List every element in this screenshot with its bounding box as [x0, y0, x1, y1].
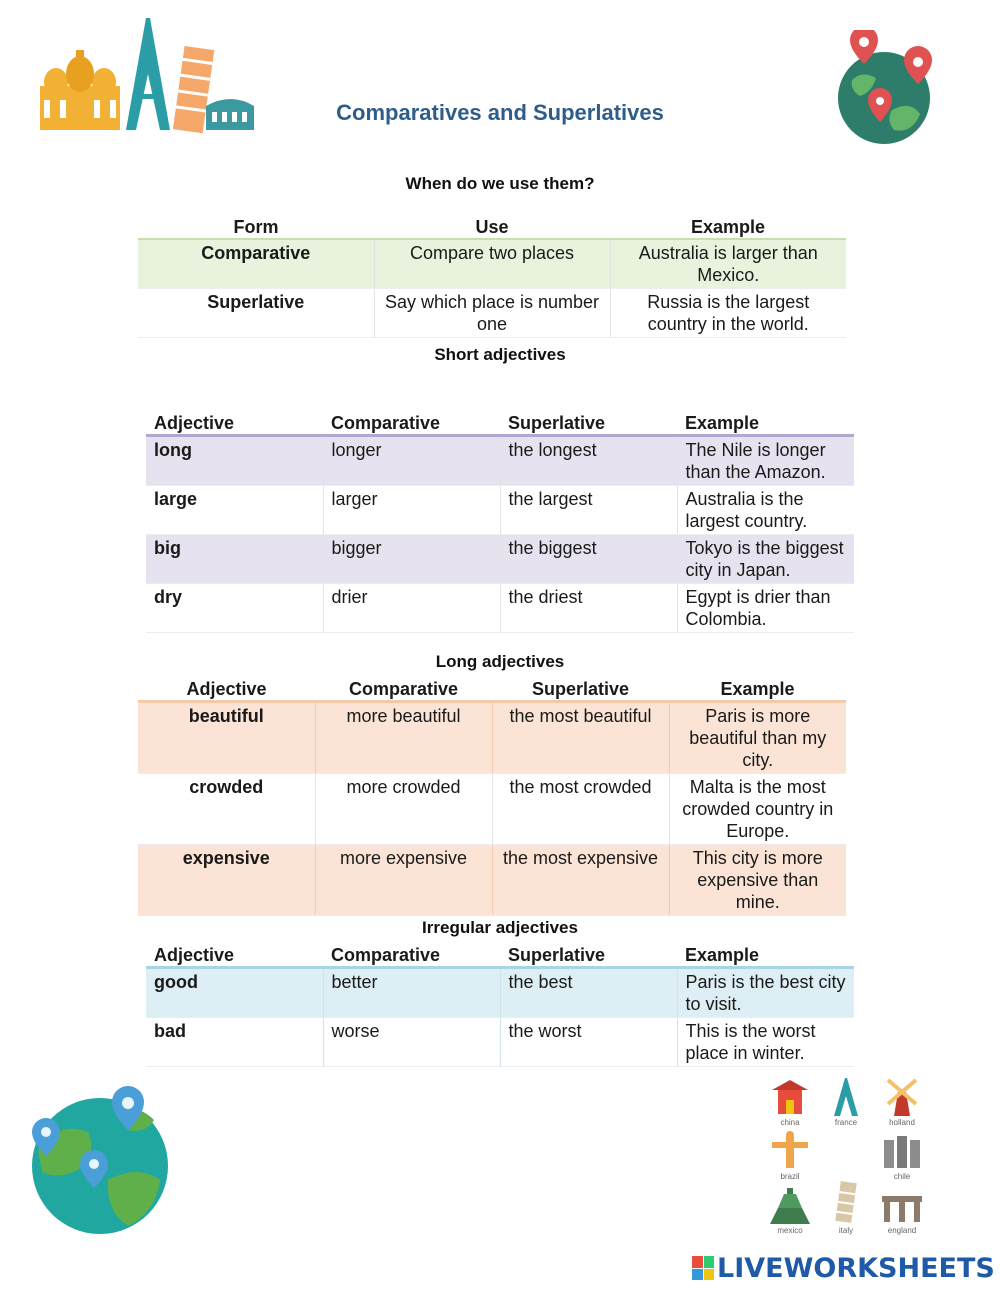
- landmark-label: england: [887, 1226, 917, 1235]
- landmark-label: italy: [838, 1226, 854, 1235]
- adjective-cell: expensive: [138, 845, 315, 916]
- landmark-france-icon: [824, 1076, 868, 1118]
- table-row: [146, 436, 854, 486]
- example-cell: Paris is the best city to visit.: [677, 968, 854, 1018]
- superlative-cell: the most beautiful: [492, 702, 669, 774]
- adjective-cell: long: [146, 436, 323, 486]
- adjective-cell: large: [146, 486, 323, 535]
- superlative-cell: the longest: [500, 436, 677, 486]
- column-header: Comparative: [323, 410, 500, 436]
- landmark-mexico-icon: [768, 1184, 812, 1226]
- section-heading-short: Short adjectives: [434, 345, 566, 364]
- column-header: Comparative: [315, 676, 492, 702]
- column-header: Use: [374, 214, 610, 239]
- superlative-cell: the driest: [500, 584, 677, 633]
- landmark-label: holland: [889, 1118, 915, 1127]
- superlative-cell: the best: [500, 968, 677, 1018]
- table-header-row: [138, 214, 846, 239]
- comparative-cell: drier: [323, 584, 500, 633]
- column-header: Example: [669, 676, 846, 702]
- globe-icon: [28, 1080, 178, 1240]
- example-cell: The Nile is longer than the Amazon.: [677, 436, 854, 486]
- table-row: [138, 774, 846, 845]
- uses-table: [138, 214, 846, 338]
- landmark-label: chile: [893, 1172, 911, 1181]
- column-header: Adjective: [146, 942, 323, 968]
- landmark-label: mexico: [777, 1226, 803, 1235]
- adjective-cell: good: [146, 968, 323, 1018]
- long-adjectives-table: [138, 676, 846, 916]
- table-row: [146, 535, 854, 584]
- adjective-cell: beautiful: [138, 702, 315, 774]
- column-header: Superlative: [500, 942, 677, 968]
- table-row: [138, 239, 846, 289]
- form-cell: Superlative: [138, 289, 374, 338]
- table-row: [146, 584, 854, 633]
- example-cell: Paris is more beautiful than my city.: [669, 702, 846, 774]
- comparative-cell: worse: [323, 1018, 500, 1067]
- column-header: Adjective: [146, 410, 323, 436]
- table-row: [138, 702, 846, 774]
- table-header-row: [146, 942, 854, 968]
- superlative-cell: the biggest: [500, 535, 677, 584]
- superlative-cell: the worst: [500, 1018, 677, 1067]
- comparative-cell: better: [323, 968, 500, 1018]
- use-cell: Compare two places: [374, 239, 610, 289]
- landmark-china-icon: [768, 1076, 812, 1118]
- logo-text: LIVEWORKSHEETS: [717, 1252, 995, 1284]
- adjective-cell: crowded: [138, 774, 315, 845]
- liveworksheets-logo[interactable]: [692, 1250, 995, 1286]
- example-cell: Egypt is drier than Colombia.: [677, 584, 854, 633]
- landmark-holland-icon: [880, 1076, 924, 1118]
- table-row: [146, 1018, 854, 1067]
- column-header: Example: [610, 214, 846, 239]
- landmark-label: france: [834, 1118, 858, 1127]
- section-heading-irregular: Irregular adjectives: [422, 918, 578, 937]
- landmark-chile-icon: [880, 1130, 924, 1172]
- example-cell: Australia is larger than Mexico.: [610, 239, 846, 289]
- section-heading-long: Long adjectives: [435, 652, 565, 671]
- column-header: Adjective: [138, 676, 315, 702]
- superlative-cell: the largest: [500, 486, 677, 535]
- adjective-cell: dry: [146, 584, 323, 633]
- adjective-cell: bad: [146, 1018, 323, 1067]
- example-cell: Malta is the most crowded country in Europe.: [669, 774, 846, 845]
- example-cell: Australia is the largest country.: [677, 486, 854, 535]
- landmark-italy-icon: [824, 1178, 868, 1226]
- comparative-cell: larger: [323, 486, 500, 535]
- landmark-label: china: [780, 1118, 800, 1127]
- comparative-cell: more beautiful: [315, 702, 492, 774]
- form-cell: Comparative: [138, 239, 374, 289]
- example-cell: Russia is the largest country in the world.: [610, 289, 846, 338]
- landmark-label: brazil: [780, 1172, 800, 1181]
- table-row: [146, 968, 854, 1018]
- use-cell: Say which place is number one: [374, 289, 610, 338]
- superlative-cell: the most crowded: [492, 774, 669, 845]
- globe-pins-icon: [832, 30, 942, 152]
- comparative-cell: longer: [323, 436, 500, 486]
- logo-badge-icon: [692, 1256, 714, 1280]
- column-header: Superlative: [500, 410, 677, 436]
- comparative-cell: bigger: [323, 535, 500, 584]
- section-heading-uses: When do we use them?: [405, 174, 595, 193]
- irregular-adjectives-table: [146, 942, 854, 1067]
- table-row: [138, 289, 846, 338]
- superlative-cell: the most expensive: [492, 845, 669, 916]
- table-header-row: [146, 410, 854, 436]
- column-header: Superlative: [492, 676, 669, 702]
- column-header: Example: [677, 942, 854, 968]
- column-header: Example: [677, 410, 854, 436]
- example-cell: This city is more expensive than mine.: [669, 845, 846, 916]
- column-header: Comparative: [323, 942, 500, 968]
- table-row: [138, 845, 846, 916]
- comparative-cell: more expensive: [315, 845, 492, 916]
- comparative-cell: more crowded: [315, 774, 492, 845]
- example-cell: Tokyo is the biggest city in Japan.: [677, 535, 854, 584]
- example-cell: This is the worst place in winter.: [677, 1018, 854, 1067]
- adjective-cell: big: [146, 535, 323, 584]
- landmark-england-icon: [880, 1190, 924, 1226]
- table-row: [146, 486, 854, 535]
- table-header-row: [138, 676, 846, 702]
- short-adjectives-table: [146, 410, 854, 633]
- column-header: Form: [138, 214, 374, 239]
- landmark-brazil-icon: [768, 1130, 812, 1172]
- page-title: Comparatives and Superlatives: [336, 100, 664, 125]
